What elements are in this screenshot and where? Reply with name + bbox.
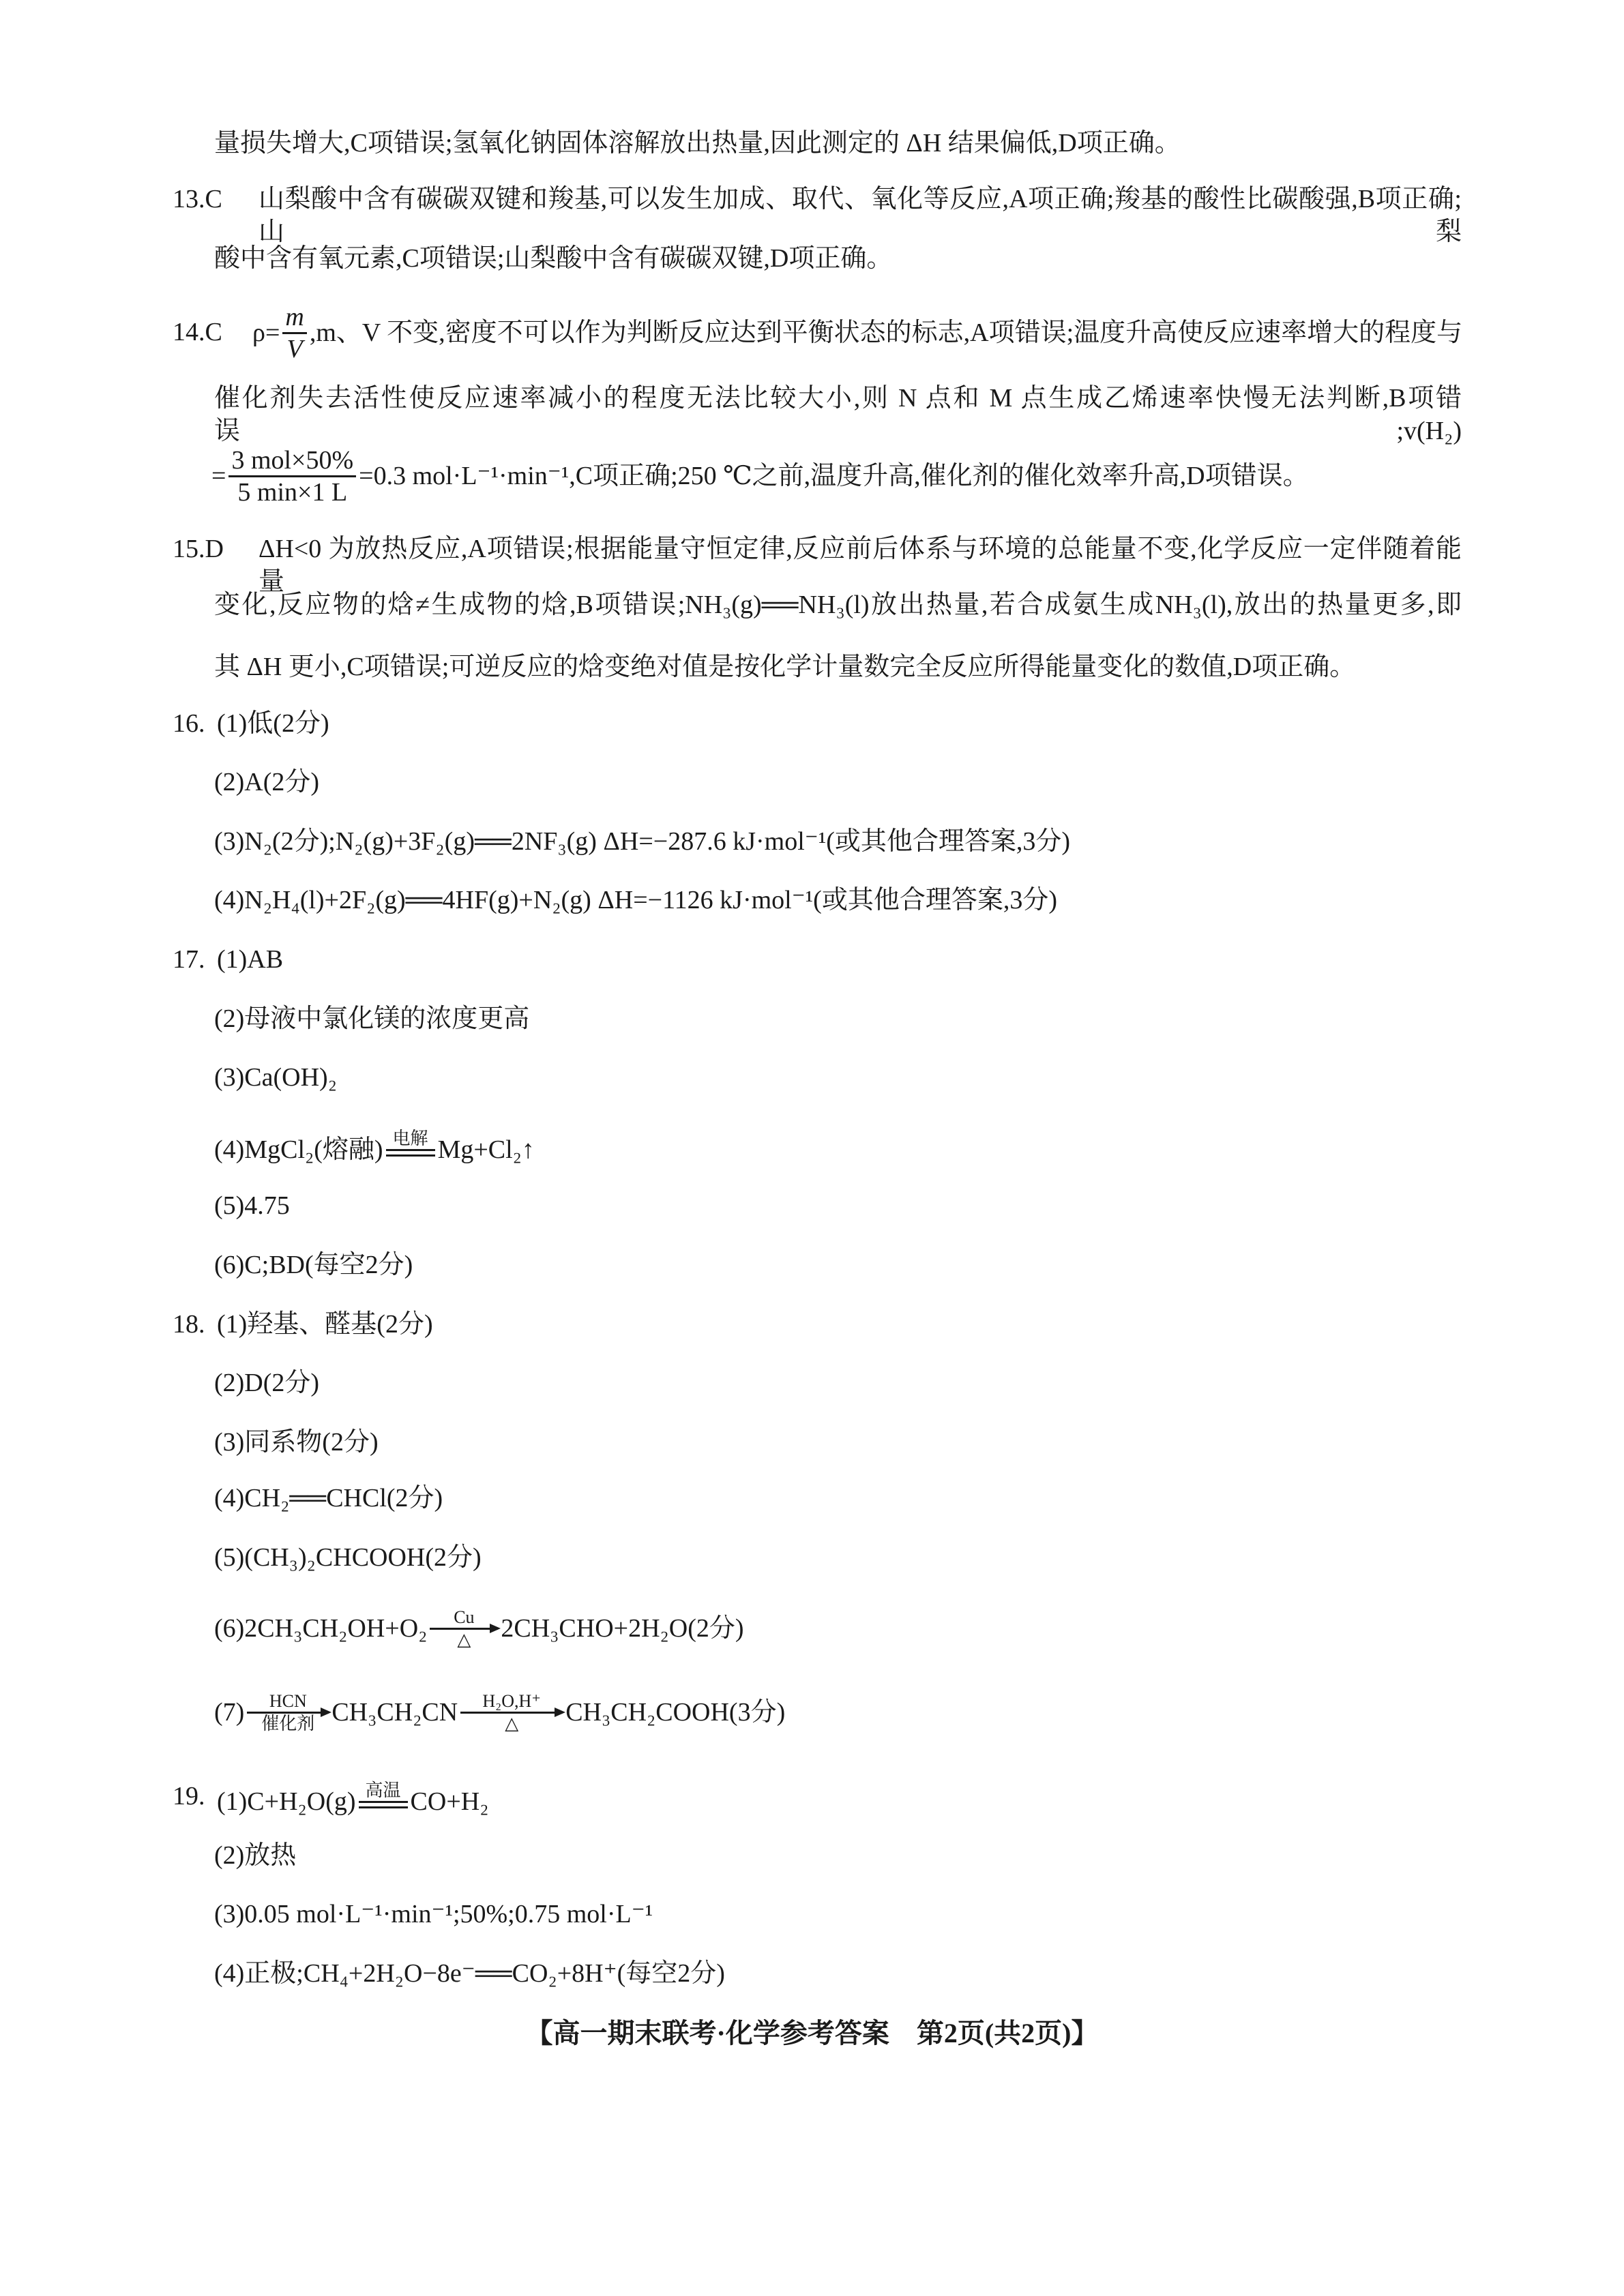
q18-a7 [214,1680,785,1745]
equation-left: (1)C+H₂O(g) [217,1787,356,1816]
condition-label: 高温 [365,1780,401,1800]
q17-a2: (2)母液中氯化镁的浓度更高 [214,1004,530,1033]
rho-label: ρ= [252,318,280,347]
q19-number: 19. [173,1782,205,1810]
equation-right: CO+H₂ [410,1787,489,1816]
q14-number: 14.C [173,318,222,346]
q16-a4: (4)N₂H₄(l)+2F₂(g)══4HF(g)+N₂(g) ΔH=−1126 kJ·mol⁻¹(或其他合理答案,3分) [214,886,1057,914]
q18-a6 [214,1596,744,1661]
numerator: 3 mol×50% [228,445,356,477]
q15-line1: ΔH<0 为放热反应,A项错误;根据能量守恒定律,反应前后体系与环境的总能量不变,化学反应一定伴随着能量 [259,535,1462,596]
rate-fraction [228,445,356,507]
q17-number: 17. [173,945,205,974]
reaction-arrow [430,1607,498,1650]
q15-line2: 变化,反应物的焓≠生成物的焓,B项错误;NH₃(g)══NH₃(l)放出热量,若合成氨生成NH₃(l),放出的热量更多,即 [214,591,1462,619]
q19-a2: (2)放热 [214,1841,297,1870]
q12-continuation: 量损失增大,C项错误;氢氧化钠固体溶解放出热量,因此测定的 ΔH 结果偏低,D项正确。 [214,129,1181,158]
equation-right: CH₃CH₂COOH(3分) [565,1698,786,1727]
equals-sign: = [211,462,226,490]
heat-label: △ [505,1713,519,1733]
equation-right: Mg+Cl₂↑ [437,1135,535,1164]
q18-a4: (4)CH₂══CHCl(2分) [214,1484,443,1512]
q16-a2: (2)A(2分) [214,768,320,796]
q17-a3: (3)Ca(OH)₂ [214,1063,337,1092]
q18-number: 18. [173,1310,205,1339]
q17-a4 [214,1118,535,1166]
equation-left: (4)MgCl₂(熔融) [214,1135,383,1164]
q14-line3-text: =0.3 mol·L⁻¹·min⁻¹,C项正确;250 ℃之前,温度升高,催化剂的催化效率升高,D项错误。 [359,462,1309,490]
page-footer: 【高一期末联考·化学参考答案 第2页(共2页)】 [525,2018,1099,2048]
equation-left: (7) [214,1698,245,1727]
density-fraction [282,302,306,364]
condition-label: 电解 [392,1129,428,1148]
q18-a3: (3)同系物(2分) [214,1428,379,1457]
q14-line2: 催化剂失去活性使反应速率减小的程度无法比较大小,则 N 点和 M 点生成乙烯速率快慢无法判断,B项错误;v(H₂) [214,384,1462,445]
q19-a1 [217,1770,488,1818]
q15-number: 15.D [173,535,224,563]
heat-label: △ [457,1629,471,1650]
q16-a3: (3)N₂(2分);N₂(g)+3F₂(g)══2NF₃(g) ΔH=−287.6 kJ·mol⁻¹(或其他合理答案,3分) [214,827,1071,856]
q13-line1: 山梨酸中含有碳碳双键和羧基,可以发生加成、取代、氧化等反应,A项正确;羧基的酸性比碳酸强,B项正确;山梨 [259,185,1462,246]
q14-line1-text: ,m、V 不变,密度不可以作为判断反应达到平衡状态的标志,A项错误;温度升高使反应速率增大的程度与 [309,318,1463,347]
equals-bar [386,1149,435,1157]
reagent-label: HCN [269,1690,307,1711]
reagent-label: H₂O,H⁺ [482,1690,541,1711]
q17-a6: (6)C;BD(每空2分) [214,1251,413,1279]
q16-number: 16. [173,709,205,738]
q13-number: 13.C [173,185,222,213]
catalyst-label: Cu [454,1607,475,1627]
equals-bar [359,1801,408,1808]
q18-a1: (1)羟基、醛基(2分) [217,1310,433,1339]
denominator: 5 min×1 L [237,477,348,507]
q19-a3: (3)0.05 mol·L⁻¹·min⁻¹;50%;0.75 mol·L⁻¹ [214,1900,653,1928]
high-temp-condition [359,1780,408,1808]
q18-a2: (2)D(2分) [214,1369,320,1397]
q13-line2: 酸中含有氧元素,C项错误;山梨酸中含有碳碳双键,D项正确。 [214,244,893,273]
numerator: m [282,302,306,334]
arrow-icon [247,1712,329,1714]
electrolysis-condition [386,1129,435,1157]
q14-line3 [211,443,1309,509]
q15-line3: 其 ΔH 更小,C项错误;可逆反应的焓变绝对值是按化学计量数完全反应所得能量变化的数值,D项正确。 [214,653,1356,681]
q17-a5: (5)4.75 [214,1191,290,1220]
denominator: V [286,334,303,363]
q16-a1: (1)低(2分) [217,709,329,738]
catalyst-label: 催化剂 [261,1713,315,1733]
q14-line1 [252,300,1462,366]
q19-a4: (4)正极;CH₄+2H₂O−8e⁻══CO₂+8H⁺(每空2分) [214,1959,725,1988]
arrow-icon [460,1712,563,1714]
intermediate: CH₃CH₂CN [331,1698,458,1727]
q17-a1: (1)AB [217,945,284,974]
equation-right: 2CH₃CHO+2H₂O(2分) [501,1614,744,1643]
arrow-icon [430,1628,498,1630]
equation-left: (6)2CH₃CH₂OH+O₂ [214,1614,428,1643]
q18-a5: (5)(CH₃)₂CHCOOH(2分) [214,1543,482,1572]
reaction-arrow-2 [460,1691,563,1734]
reaction-arrow-1 [247,1691,329,1734]
